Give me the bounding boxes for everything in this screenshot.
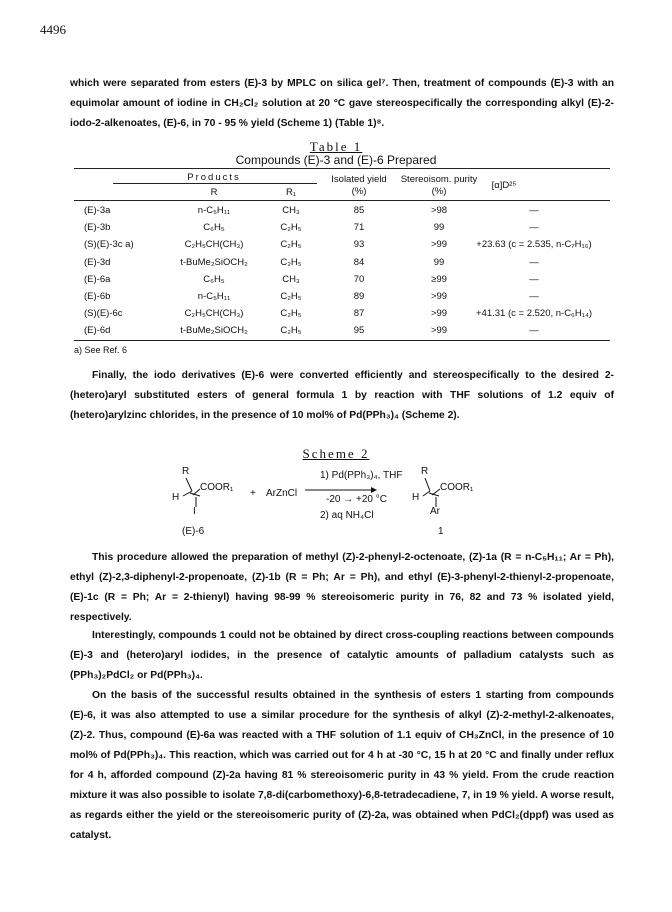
scheme-reagent: ArZnCl [266, 488, 298, 499]
table-cell-rot: +41.31 (c = 2.520, n-C₆H₁₄) [476, 308, 592, 320]
table-cell-purity: ≥99 [431, 273, 447, 285]
table-cell-cmpd: (E)-6a [84, 273, 111, 285]
table-cell-r: C₆H₅ [203, 222, 225, 234]
header-purity: Stereoisom. purity (%) [400, 174, 478, 197]
table-cell-yield: 89 [353, 291, 365, 302]
paragraph-interestingly: Interestingly, compounds 1 could not be obtained by direct cross-coupling reactions between compounds (E)-3 and (hetero)aryl iodides, in the presence of catalytic amounts of palladium catalysts such as (PPh₃)₂PdCl₂ or Pd(PPh₃)₄. [70, 630, 614, 681]
header-products: Products [187, 172, 241, 183]
table-cell-r1: C₂H₅ [280, 256, 302, 268]
table-cell-r1: C₂H₅ [280, 239, 302, 251]
table-cell-r: t-BuMe₂SiOCH₂ [180, 256, 248, 268]
scheme-coor1-right: COOR₁ [440, 482, 474, 493]
scheme-r-left: R [182, 466, 190, 477]
table-cell-rot: — [529, 291, 539, 302]
table-cell-rot: — [529, 222, 539, 234]
table-cell-r1: C₂H₅ [280, 308, 302, 320]
table-cell-yield: 85 [353, 205, 365, 216]
scheme-title: Scheme 2 [302, 446, 370, 461]
table-cell-yield: 93 [353, 239, 365, 251]
table-cell-r1: CH₃ [282, 205, 300, 216]
paragraph-procedure: This procedure allowed the preparation of methyl (Z)-2-phenyl-2-octenoate, (Z)-1a (R = n-C₅H₁₁; Ar = Ph), ethyl (Z)-2,3-diphenyl-2-propenoate, (Z)-1b (R = Ph; Ar = Ph), and ethyl (E)-3-phenyl-2-thienyl-2-propenoate, (E)-1c (R = Ph; Ar = 2-thienyl) having 98-99 % stereoisomeric purity in 76, 82 and 73 % isolated yield, respectively. [70, 552, 614, 623]
header-r1: R₁ [285, 187, 297, 198]
table-cell-r: C₂H₅CH(CH₃) [184, 308, 244, 320]
table-cell-yield: 71 [353, 222, 365, 234]
scheme-condition-2: -20 → +20 °C [326, 494, 387, 505]
table-cell-purity: 99 [433, 256, 445, 268]
table-cell-r: n-C₅H₁₁ [197, 205, 231, 216]
scheme-label-1: 1 [438, 526, 444, 537]
table-cell-cmpd: (E)-3a [84, 205, 111, 216]
header-yield: Isolated yield (%) [331, 174, 387, 197]
table-title: Table 1 [309, 139, 363, 154]
table-cell-purity: >98 [430, 205, 448, 216]
table-caption: Compounds (E)-3 and (E)-6 Prepared [235, 153, 437, 167]
table-cell-cmpd: (S)(E)-6c [84, 308, 123, 320]
table-cell-r1: C₂H₅ [280, 222, 302, 234]
table-cell-cmpd: (E)-6b [84, 291, 111, 302]
scheme-label-e6: (E)-6 [182, 526, 205, 537]
table-cell-yield: 87 [353, 308, 365, 320]
table-cell-purity: >99 [430, 325, 448, 337]
table-cell-yield: 70 [353, 273, 365, 285]
scheme-h-right: H [412, 492, 420, 503]
table-cell-r1: CH₃ [282, 273, 300, 285]
scheme-r-right: R [421, 466, 429, 477]
table-cell-cmpd: (E)-3d [84, 256, 111, 268]
paragraph-finally: Finally, the iodo derivatives (E)-6 were converted efficiently and stereospecifically to the desired 2-(hetero)aryl substituted esters of general formula 1 by reaction with THF solutions of 1.2 equiv of (hetero)arylzinc chlorides, in the presence of 10 mol% of Pd(PPh₃)₄ (Scheme 2). [70, 370, 614, 421]
table-footnote: a) See Ref. 6 [74, 345, 128, 355]
table-cell-r1: C₂H₅ [280, 291, 302, 302]
table-cell-rot: — [529, 205, 539, 216]
table-cell-cmpd: (E)-6d [84, 325, 111, 337]
scheme-coor1-left: COOR₁ [200, 482, 234, 493]
table-cell-r: t-BuMe₂SiOCH₂ [180, 325, 248, 337]
table-cell-purity: >99 [430, 239, 448, 251]
scheme-plus: + [250, 488, 256, 499]
table-cell-yield: 84 [353, 256, 365, 268]
table-cell-cmpd: (S)(E)-3c a) [84, 239, 134, 251]
table-cell-cmpd: (E)-3b [84, 222, 111, 234]
table-cell-purity: >99 [430, 308, 448, 320]
paragraph-intro: which were separated from esters (E)-3 by MPLC on silica gel⁷. Then, treatment of compounds (E)-3 with an equimolar amount of iodine in CH₂Cl₂ solution at 20 °C gave stereospecifically the corresponding alkyl (E)-2-iodo-2-alkenoates, (E)-6, in 70 - 95 % yield (Scheme 1) (Table 1)⁸. [70, 78, 614, 129]
table-cell-r: C₂H₅CH(CH₃) [184, 239, 244, 251]
scheme-condition-1: 1) Pd(PPh₃)₄, THF [320, 470, 403, 481]
scheme-condition-3: 2) aq NH₄Cl [320, 510, 374, 521]
paragraph-basis: On the basis of the successful results obtained in the synthesis of esters 1 starting from compounds (E)-6, it was also attempted to use a similar procedure for the synthesis of alkyl (Z)-2-methyl-2-alkenoates, (Z)-2. Thus, compound (E)-6a was reacted with a THF solution of 1.1 equiv of CH₃ZnCl, in the presence of 10 mol% of Pd(PPh₃)₄. This reaction, which was carried out for 4 h at -30 °C, 15 h at 20 °C and finally under reflux for 4 h, afforded compound (Z)-2a having 81 % stereoisomeric purity in 43 % yield. From the crude reaction mixture it was also possible to isolate 7,8-di(carbomethoxy)-6,8-tetradecadiene, 7, in 19 % yield. A worse result, as regards either the yield or the stereoisomeric purity of (Z)-2a, was obtained when PdCl₂(dppf) was used as catalyst. [70, 690, 614, 841]
scheme-i: I [193, 506, 196, 517]
table-cell-purity: 99 [433, 222, 445, 234]
table-cell-rot: +23.63 (c = 2.535, n-C₇H₁₆) [476, 239, 592, 251]
table-cell-purity: >99 [430, 291, 448, 302]
scheme-h-left: H [172, 492, 180, 503]
scheme-ar: Ar [430, 506, 440, 517]
table-cell-rot: — [529, 273, 539, 285]
table-cell-r: C₆H₅ [203, 273, 225, 285]
page-number: 4496 [40, 22, 66, 37]
table-cell-r1: C₂H₅ [280, 325, 302, 337]
header-r: R [210, 187, 218, 198]
table-cell-yield: 95 [353, 325, 365, 337]
table-cell-rot: — [529, 325, 539, 337]
table-cell-r: n-C₅H₁₁ [197, 291, 231, 302]
header-rotation: [α]D²⁵ [491, 180, 517, 191]
table-cell-rot: — [529, 256, 539, 268]
